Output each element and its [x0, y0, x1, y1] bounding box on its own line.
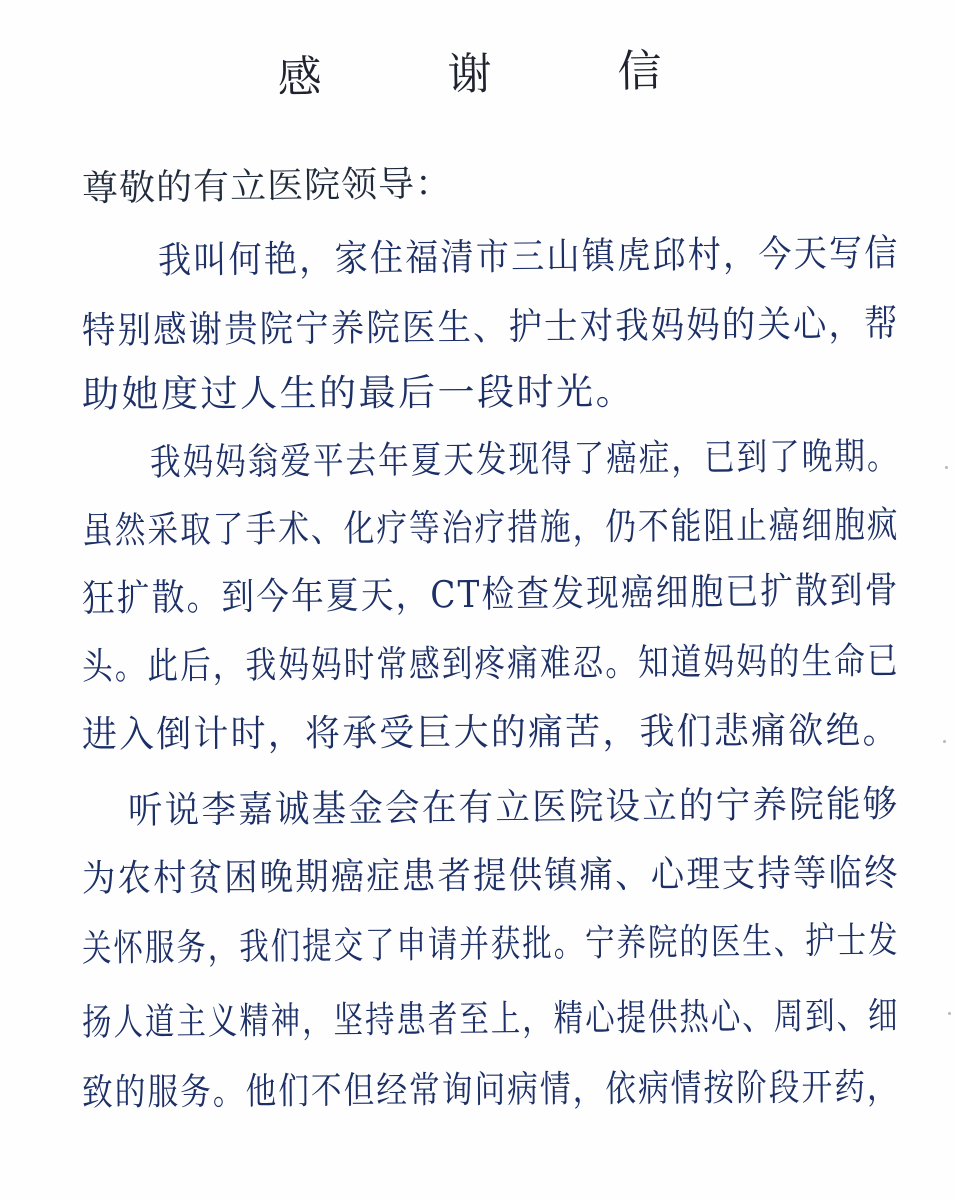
- letter-line: 关怀服务，我们提交了申请并获批。宁养院的医生、护士发: [81, 918, 900, 970]
- letter-line: 我叫何艳，家住福清市三山镇虎邱村，今天写信: [157, 231, 900, 282]
- letter-greeting: 尊敬的有立医院领导：: [81, 163, 453, 210]
- paper-speck: [948, 1012, 951, 1015]
- letter-line: 虽然采取了手术、化疗等治疗措施，仍不能阻止癌细胞疯: [81, 503, 900, 552]
- letter-line: 为农村贫困晚期癌症患者提供镇痛、心理支持等临终: [81, 851, 900, 900]
- letter-line: 我妈妈翁爱平去年夏天发现得了癌症，已到了晚期。: [149, 434, 900, 484]
- letter-line: 狂扩散。到今年夏天，CT检查发现癌细胞已扩散到骨: [81, 568, 900, 620]
- letter-line: 特别感谢贵院宁养院医生、护士对我妈妈的关心，帮: [81, 301, 900, 352]
- paper-speck: [943, 740, 946, 743]
- letter-line: 助她度过人生的最后一段时光。: [81, 370, 636, 416]
- letter-title: 感 谢 信: [277, 44, 718, 104]
- letter-line: 扬人道主义精神，坚持患者至上，精心提供热心、周到、细: [81, 993, 900, 1044]
- paper-speck: [945, 466, 948, 469]
- letter-line: 致的服务。他们不但经常询问病情，依病情按阶段开药，: [81, 1065, 900, 1114]
- letter-line: 进入倒计时，将承受巨大的痛苦，我们悲痛欲绝。: [81, 708, 900, 756]
- letter-line: 头。此后，我妈妈时常感到疼痛难忍。知道妈妈的生命已: [81, 639, 900, 688]
- letter-line: 听说李嘉诚基金会在有立医院设立的宁养院能够: [127, 782, 900, 832]
